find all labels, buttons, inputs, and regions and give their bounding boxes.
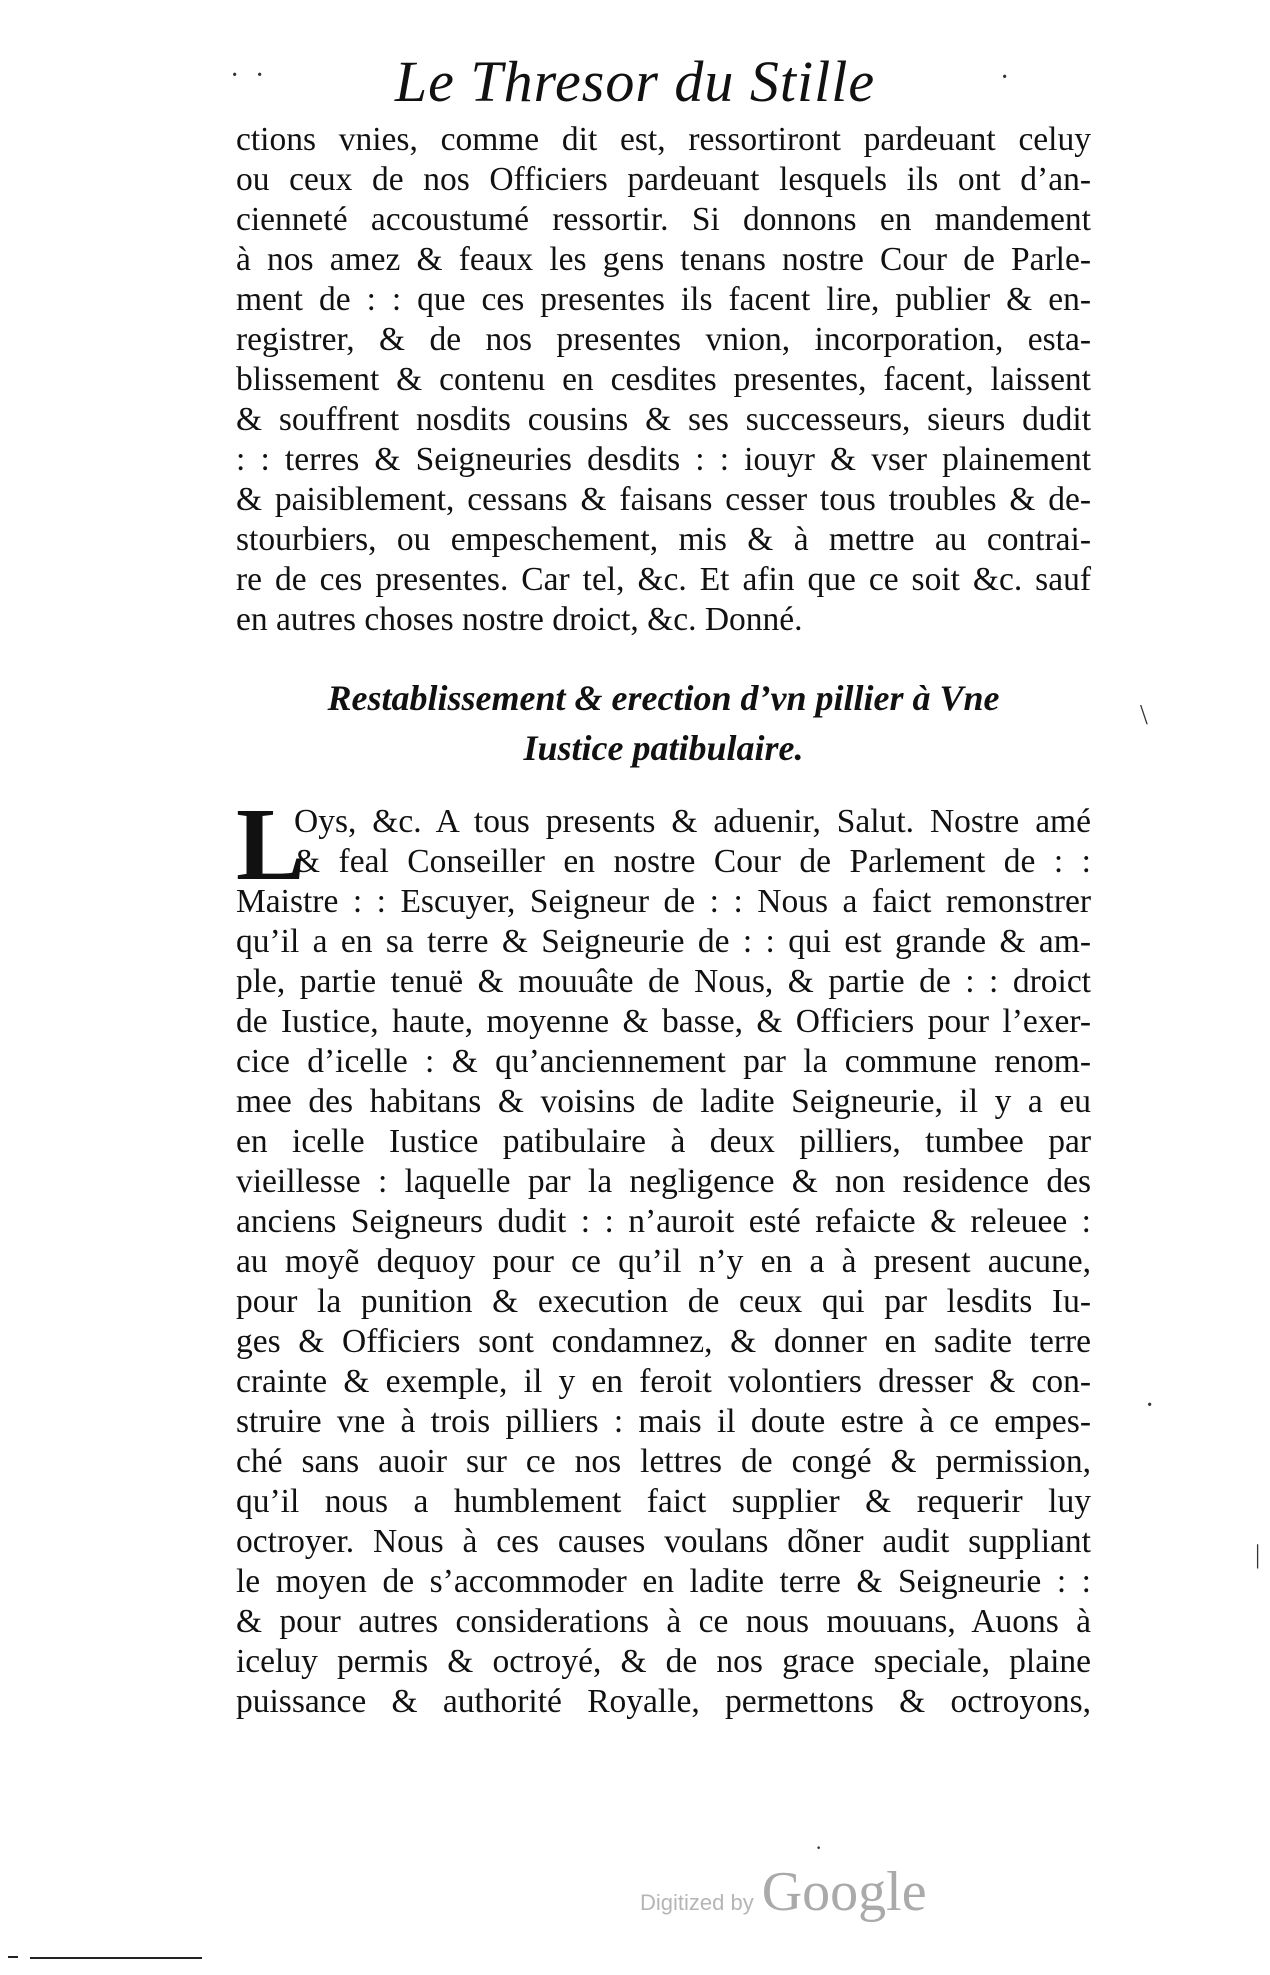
text-line: mee des habitans & voisins de ladite Seigneurie, il y a eu xyxy=(236,1083,1091,1120)
text-line: vieillesse : laquelle par la negligence & non residence des xyxy=(236,1163,1091,1200)
margin-mark: | xyxy=(1255,1540,1261,1569)
text-line: cienneté accoustumé ressortir. Si donnons en mandement xyxy=(236,201,1091,238)
text-line: qu’il nous a humblement faict supplier & requerir luy xyxy=(236,1483,1091,1520)
text-line: Oys, &c. A tous presents & aduenir, Salut. Nostre amé xyxy=(294,803,1091,840)
text-line: à nos amez & feaux les gens tenans nostre Cour de Parle- xyxy=(236,241,1091,278)
text-line: & paisiblement, cessans & faisans cesser tous troubles & de- xyxy=(236,481,1091,518)
text-line: stourbiers, ou empeschement, mis & à mettre au contrai- xyxy=(236,521,1091,558)
text-line: registrer, & de nos presentes vnion, incorporation, esta- xyxy=(236,321,1091,358)
text-line: octroyer. Nous à ces causes voulans dõner audit suppliant xyxy=(236,1523,1091,1560)
google-logo: Google xyxy=(761,1861,927,1923)
text-line: & feal Conseiller en nostre Cour de Parlement de : : xyxy=(294,843,1091,880)
text-line: re de ces presentes. Car tel, &c. Et afin que ce soit &c. sauf xyxy=(236,561,1091,598)
text-line: Maistre : : Escuyer, Seigneur de : : Nous a faict remonstrer xyxy=(236,883,1091,920)
page-edge-rule xyxy=(30,1957,202,1959)
text-line: ou ceux de nos Officiers pardeuant lesquels ils ont d’an- xyxy=(236,161,1091,198)
margin-mark: · xyxy=(815,1835,823,1860)
text-line: pour la punition & execution de ceux qui par lesdits Iu- xyxy=(236,1283,1091,1320)
text-line: ctions vnies, comme dit est, ressortiront pardeuant celuy xyxy=(236,121,1091,158)
margin-mark: · xyxy=(230,60,240,91)
text-line: en autres choses nostre droict, &c. Donné. xyxy=(236,601,803,638)
text-line: blissement & contenu en cesdites presentes, facent, laissent xyxy=(236,361,1091,398)
drop-cap: L xyxy=(236,787,306,902)
text-line: struire vne à trois pilliers : mais il doute estre à ce empes- xyxy=(236,1403,1091,1440)
section1-text xyxy=(236,120,1091,640)
section-heading-line2: Iustice patibulaire. xyxy=(523,728,804,768)
text-line: & souffrent nosdits cousins & ses successeurs, sieurs dudit xyxy=(236,401,1091,438)
text-line: ple, partie tenuë & mouuâte de Nous, & partie de : : droict xyxy=(236,963,1091,1000)
text-line: ges & Officiers sont condamnez, & donner en sadite terre xyxy=(236,1323,1091,1360)
digitized-watermark xyxy=(640,1860,927,1924)
text-line: qu’il a en sa terre & Seigneurie de : : qui est grande & am- xyxy=(236,923,1091,960)
page-edge-mark xyxy=(8,1956,18,1958)
watermark-prefix: Digitized by xyxy=(640,1890,754,1915)
text-line: crainte & exemple, il y en feroit volontiers dresser & con- xyxy=(236,1363,1091,1400)
text-line: puissance & authorité Royalle, permettons & octroyons, xyxy=(236,1683,1091,1720)
text-line: ment de : : que ces presentes ils facent lire, publier & en- xyxy=(236,281,1091,318)
section2-text xyxy=(236,787,1091,1722)
text-line: de Iustice, haute, moyenne & basse, & Officiers pour l’exer- xyxy=(236,1003,1091,1040)
margin-mark: \ xyxy=(1140,700,1148,731)
margin-mark: · xyxy=(255,60,265,91)
running-head: Le Thresor du Stille xyxy=(394,49,876,114)
text-line: : : terres & Seigneuries desdits : : iouyr & vser plainement xyxy=(236,441,1091,478)
text-line: anciens Seigneurs dudit : : n’auroit esté refaicte & releuee : xyxy=(236,1203,1091,1240)
margin-mark: · xyxy=(1000,62,1010,93)
text-line: le moyen de s’accommoder en ladite terre & Seigneurie : : xyxy=(236,1563,1091,1600)
text-line: ché sans auoir sur ce nos lettres de congé & permission, xyxy=(236,1443,1091,1480)
text-line: cice d’icelle : & qu’anciennement par la commune renom- xyxy=(236,1043,1091,1080)
text-line: iceluy permis & octroyé, & de nos grace speciale, plaine xyxy=(236,1643,1091,1680)
margin-mark: · xyxy=(1145,1390,1155,1421)
text-line: en icelle Iustice patibulaire à deux pilliers, tumbee par xyxy=(236,1123,1091,1160)
section-heading-line1: Restablissement & erection d’vn pillier à Vne xyxy=(327,678,1000,718)
text-line: & pour autres considerations à ce nous mouuans, Auons à xyxy=(236,1603,1091,1640)
text-line: au moyẽ dequoy pour ce qu’il n’y en a à present aucune, xyxy=(236,1243,1091,1280)
